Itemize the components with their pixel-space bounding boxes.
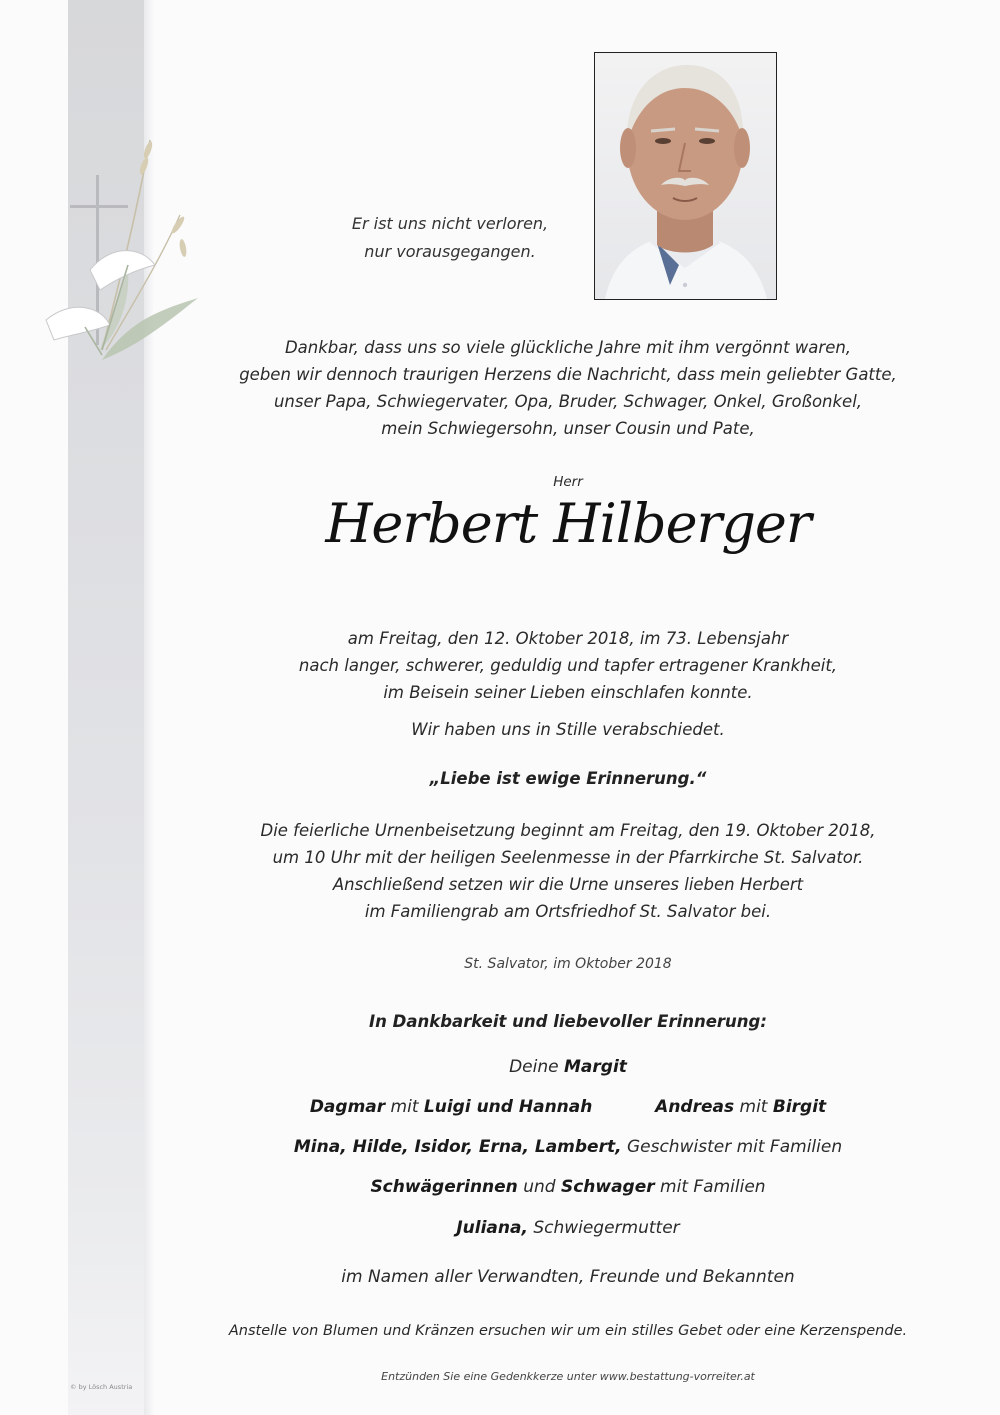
on-behalf-line: im Namen aller Verwandten, Freunde und Bekannten [341,1267,795,1287]
quote-line: nur vorausgegangen. [364,242,536,261]
intro-line: unser Papa, Schwiegervater, Opa, Bruder, Schwager, Onkel, Großonkel, [273,392,863,411]
ceremony-line: im Familiengrab am Ortsfriedhof St. Salvator bei. [364,902,772,921]
deceased-name: Herbert Hilberger [325,492,811,555]
family-name: Juliana, [456,1218,528,1238]
family-name: Mina, Hilde, Isidor, Erna, Lambert, [293,1137,622,1157]
family-text: und [523,1177,556,1197]
candle-note: Entzünden Sie eine Gedenkkerze unter www.bestattung-vorreiter.at [381,1370,755,1383]
thanks-heading: In Dankbarkeit und liebevoller Erinnerung: [369,1012,767,1031]
place-date: St. Salvator, im Oktober 2018 [464,956,672,972]
family-row [210,1177,926,1197]
family-text: mit Familien [660,1177,766,1197]
family-name: Schwager [560,1177,655,1197]
flowers-note: Anstelle von Blumen und Kränzen ersuchen wir um ein stilles Gebet oder eine Kerzenspende. [228,1323,908,1339]
death-line: nach langer, schwerer, geduldig und tapfer ertragener Krankheit, [298,656,838,675]
ceremony-text [210,817,926,925]
ceremony-line: Die feierliche Urnenbeisetzung beginnt am Freitag, den 19. Oktober 2018, [260,821,876,840]
family-name: Margit [564,1057,627,1077]
intro-line: mein Schwiegersohn, unser Cousin und Pate, [381,419,755,438]
family-text: Geschwister mit Familien [626,1137,843,1157]
death-text [210,625,926,706]
family-row [210,1137,926,1157]
ceremony-line: Anschließend setzen wir die Urne unseres lieben Herbert [332,875,804,894]
family-text: mit [390,1097,419,1117]
family-text: mit [739,1097,768,1117]
family-row [210,1097,926,1117]
salutation: Herr [553,474,583,490]
family-name: Birgit [772,1097,827,1117]
family-text: Schwiegermutter [533,1218,680,1238]
intro-line: geben wir dennoch traurigen Herzens die Nachricht, dass mein geliebter Gatte, [239,365,897,384]
quote-line: Er ist uns nicht verloren, [351,214,549,233]
family-name: Schwägerinnen [370,1177,518,1197]
portrait-photo [594,52,777,300]
family-text: Deine [509,1057,559,1077]
death-line: am Freitag, den 12. Oktober 2018, im 73. Lebensjahr [347,629,789,648]
family-row [210,1057,926,1077]
copyright-note: © by Lösch Austria [70,1383,133,1391]
farewell-text: Wir haben uns in Stille verabschiedet. [411,720,725,739]
family-name: Andreas [655,1097,735,1117]
family-row [210,1218,926,1238]
family-name: Luigi und Hannah [423,1097,593,1117]
family-name: Dagmar [309,1097,386,1117]
cross-lily-decoration [40,120,210,420]
ceremony-line: um 10 Uhr mit der heiligen Seelenmesse in der Pfarrkirche St. Salvator. [272,848,864,867]
intro-line: Dankbar, dass uns so viele glückliche Jahre mit ihm vergönnt waren, [284,338,852,357]
motto: „Liebe ist ewige Erinnerung.“ [429,769,707,788]
quote [300,210,600,266]
intro-text [210,334,926,442]
death-line: im Beisein seiner Lieben einschlafen konnte. [383,683,753,702]
